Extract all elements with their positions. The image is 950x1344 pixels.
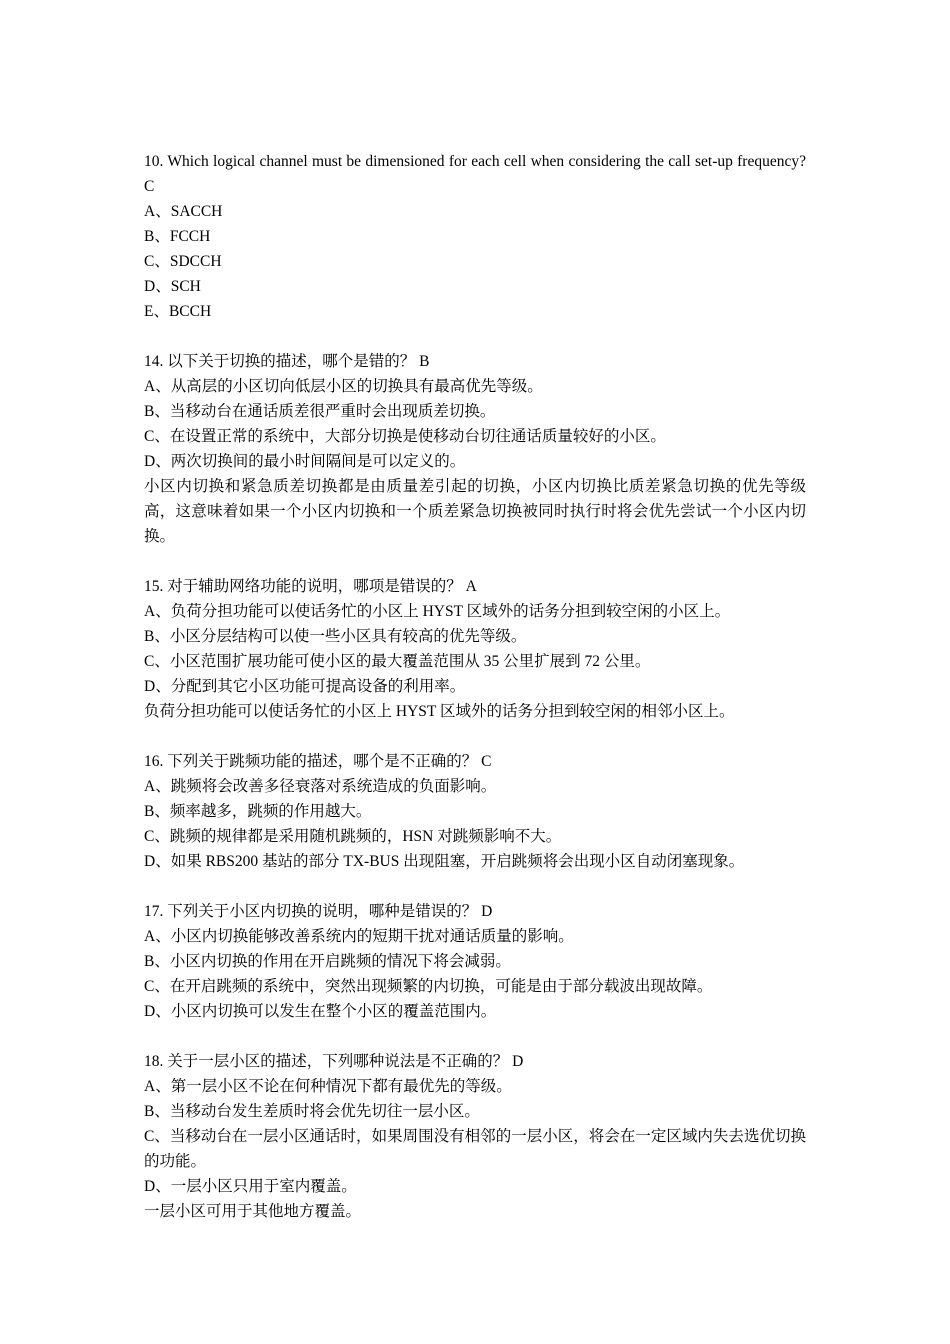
option-b: B、当移动台发生差质时将会优先切往一层小区。	[144, 1103, 480, 1120]
question-stem: 14. 以下关于切换的描述，哪个是错的？ B	[144, 353, 430, 370]
option-b: B、小区分层结构可以使一些小区具有较高的优先等级。	[144, 628, 527, 645]
option-d: D、小区内切换可以发生在整个小区的覆盖范围内。	[144, 1003, 497, 1020]
option-d: D、SCH	[144, 278, 201, 295]
explanation-note: 一层小区可用于其他地方覆盖。	[144, 1203, 362, 1220]
question-stem: 15. 对于辅助网络功能的说明，哪项是错误的？ A	[144, 578, 477, 595]
question-10	[144, 149, 806, 324]
option-b: B、小区内切换的作用在开启跳频的情况下将会减弱。	[144, 953, 511, 970]
option-d: D、分配到其它小区功能可提高设备的利用率。	[144, 678, 466, 695]
document-page	[144, 149, 806, 1224]
question-stem: 10. Which logical channel must be dimensioned for each cell when considering the call set-up frequency? C	[144, 153, 806, 195]
option-b: B、频率越多，跳频的作用越大。	[144, 803, 372, 820]
option-c: C、小区范围扩展功能可使小区的最大覆盖范围从 35 公里扩展到 72 公里。	[144, 653, 651, 670]
option-c: C、跳频的规律都是采用随机跳频的，HSN 对跳频影响不大。	[144, 828, 562, 845]
option-a: A、负荷分担功能可以使话务忙的小区上 HYST 区域外的话务分担到较空闲的小区上。	[144, 603, 731, 620]
option-c: C、在设置正常的系统中，大部分切换是使移动台切往通话质量较好的小区。	[144, 428, 666, 445]
option-c: C、在开启跳频的系统中，突然出现频繁的内切换，可能是由于部分载波出现故障。	[144, 978, 713, 995]
option-d: D、如果 RBS200 基站的部分 TX-BUS 出现阻塞，开启跳频将会出现小区自动闭塞现象。	[144, 853, 745, 870]
option-a: A、从高层的小区切向低层小区的切换具有最高优先等级。	[144, 378, 543, 395]
question-16	[144, 749, 806, 874]
question-stem: 17. 下列关于小区内切换的说明，哪种是错误的？ D	[144, 903, 493, 920]
option-a: A、第一层小区不论在何种情况下都有最优先的等级。	[144, 1078, 512, 1095]
option-e: E、BCCH	[144, 303, 212, 320]
question-14	[144, 349, 806, 549]
question-17	[144, 899, 806, 1024]
option-d: D、两次切换间的最小时间隔间是可以定义的。	[144, 453, 466, 470]
question-18	[144, 1049, 806, 1224]
option-c: C、SDCCH	[144, 253, 222, 270]
option-a: A、小区内切换能够改善系统内的短期干扰对通话质量的影响。	[144, 928, 574, 945]
question-stem: 18. 关于一层小区的描述，下列哪种说法是不正确的？ D	[144, 1053, 524, 1070]
explanation-note: 负荷分担功能可以使话务忙的小区上 HYST 区域外的话务分担到较空闲的相邻小区上。	[144, 703, 735, 720]
option-b: B、当移动台在通话质差很严重时会出现质差切换。	[144, 403, 496, 420]
explanation-note: 小区内切换和紧急质差切换都是由质量差引起的切换，小区内切换比质差紧急切换的优先等级高，这意味着如果一个小区内切换和一个质差紧急切换被同时执行时将会优先尝试一个小区内切换。	[144, 478, 806, 545]
option-c: C、当移动台在一层小区通话时，如果周围没有相邻的一层小区，将会在一定区域内失去选优切换的功能。	[144, 1128, 806, 1170]
question-15	[144, 574, 806, 724]
question-stem: 16. 下列关于跳频功能的描述，哪个是不正确的？ C	[144, 753, 492, 770]
option-a: A、跳频将会改善多径衰落对系统造成的负面影响。	[144, 778, 497, 795]
option-a: A、SACCH	[144, 203, 223, 220]
option-b: B、FCCH	[144, 228, 211, 245]
option-d: D、一层小区只用于室内覆盖。	[144, 1178, 357, 1195]
